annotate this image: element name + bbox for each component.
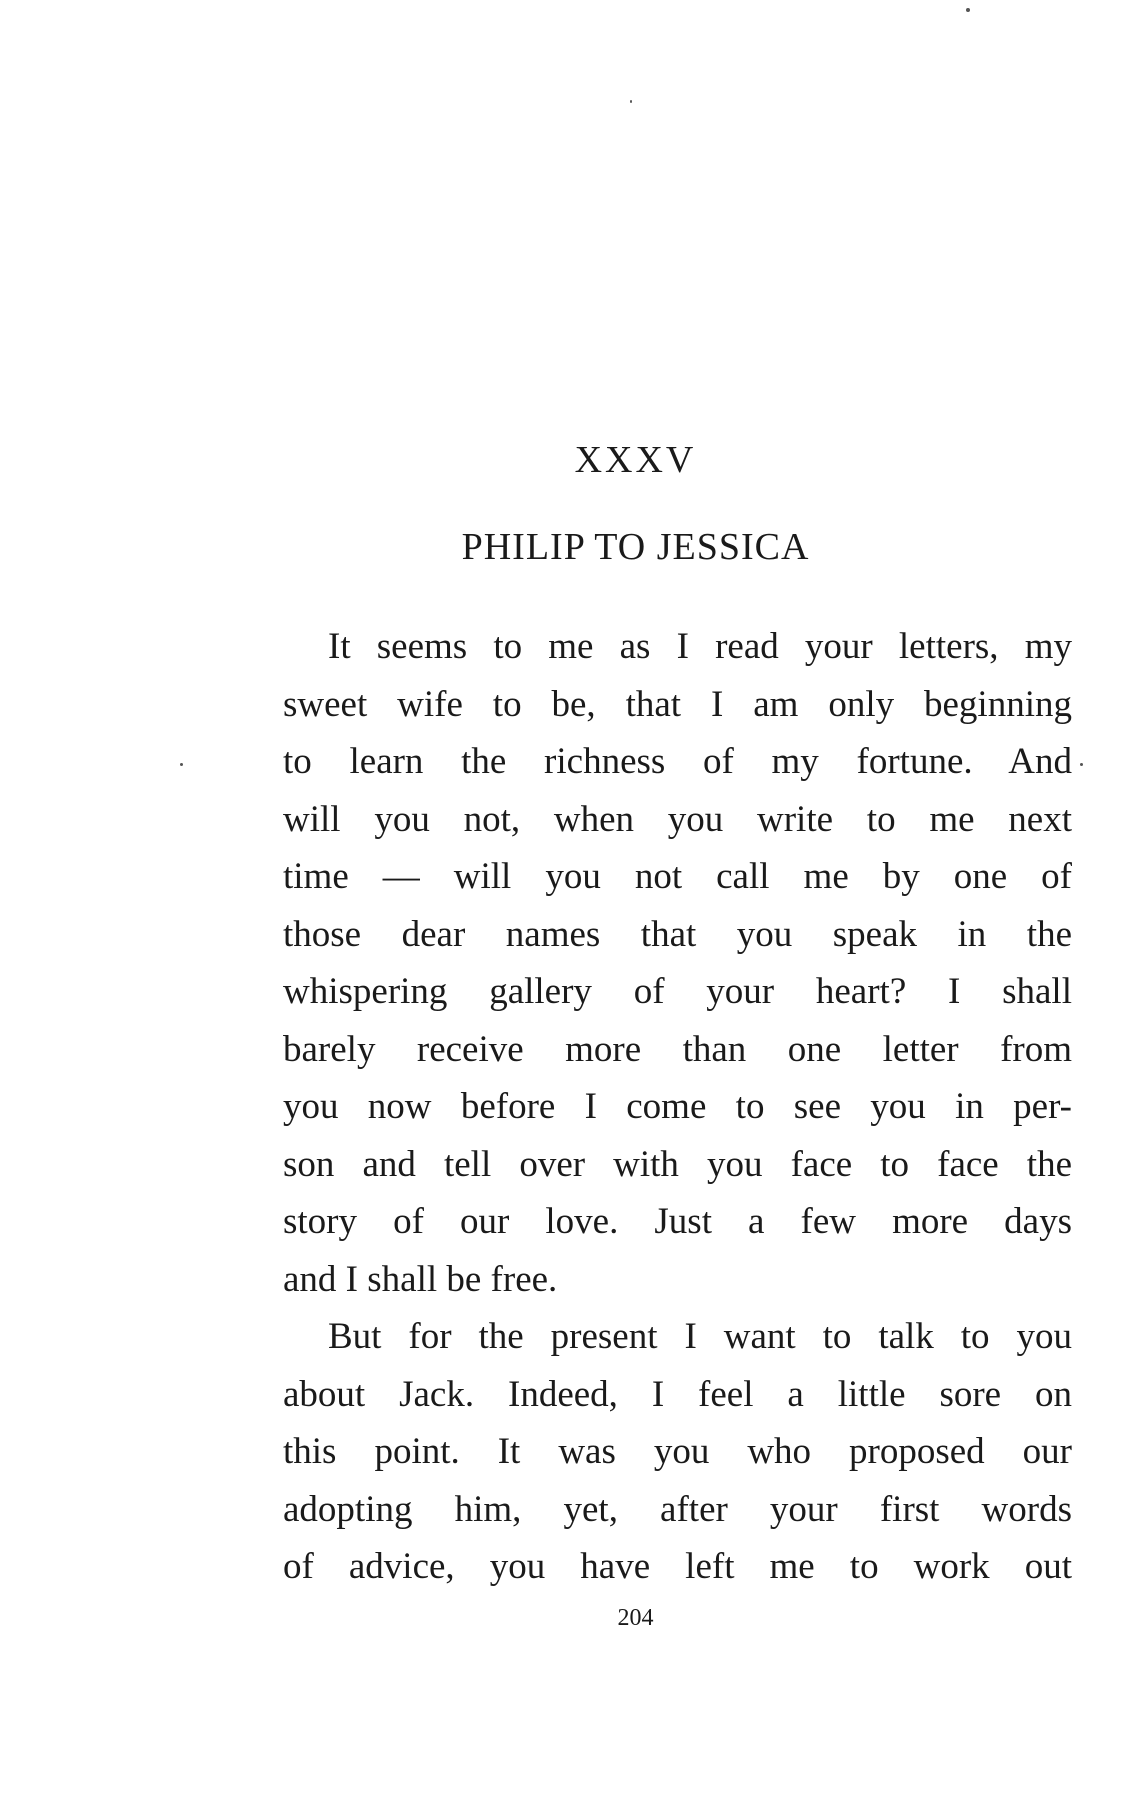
chapter-number: XXXV — [574, 439, 697, 481]
text-line: those dear names that you speak in the — [283, 913, 1072, 955]
text-line: of advice, you have left me to work out — [283, 1546, 1072, 1587]
text-line: and I shall be free. — [283, 1258, 558, 1300]
text-line: son and tell over with you face to face the — [283, 1143, 1072, 1185]
text-line: whispering gallery of your heart? I shall — [283, 971, 1072, 1012]
print-speck — [180, 763, 183, 766]
paragraph-2 — [283, 1308, 1072, 1596]
text-line: adopting him, yet, after your first words — [283, 1488, 1072, 1530]
text-line: story of our love. Just a few more days — [283, 1201, 1072, 1242]
print-speck — [966, 8, 970, 12]
print-speck — [630, 100, 632, 103]
text-line: will you not, when you write to me next — [283, 798, 1072, 840]
text-line: barely receive more than one letter from — [283, 1028, 1072, 1070]
text-line: sweet wife to be, that I am only beginning — [283, 683, 1072, 725]
text-line: time — will you not call me by one of — [283, 856, 1072, 897]
chapter-title: PHILIP TO JESSICA — [461, 526, 810, 568]
text-line: this point. It was you who proposed our — [283, 1431, 1072, 1472]
text-line: But for the present I want to talk to you — [328, 1316, 1072, 1357]
text-line: you now before I come to see you in per- — [283, 1086, 1072, 1127]
text-line: to learn the richness of my fortune. And — [283, 741, 1072, 782]
text-line: about Jack. Indeed, I feel a little sore on — [283, 1373, 1072, 1415]
text-line: It seems to me as I read your letters, my — [328, 626, 1072, 667]
print-speck — [1080, 763, 1083, 766]
letter-body — [283, 618, 1072, 1596]
page-number: 204 — [617, 1605, 654, 1631]
paragraph-1 — [283, 618, 1072, 1308]
